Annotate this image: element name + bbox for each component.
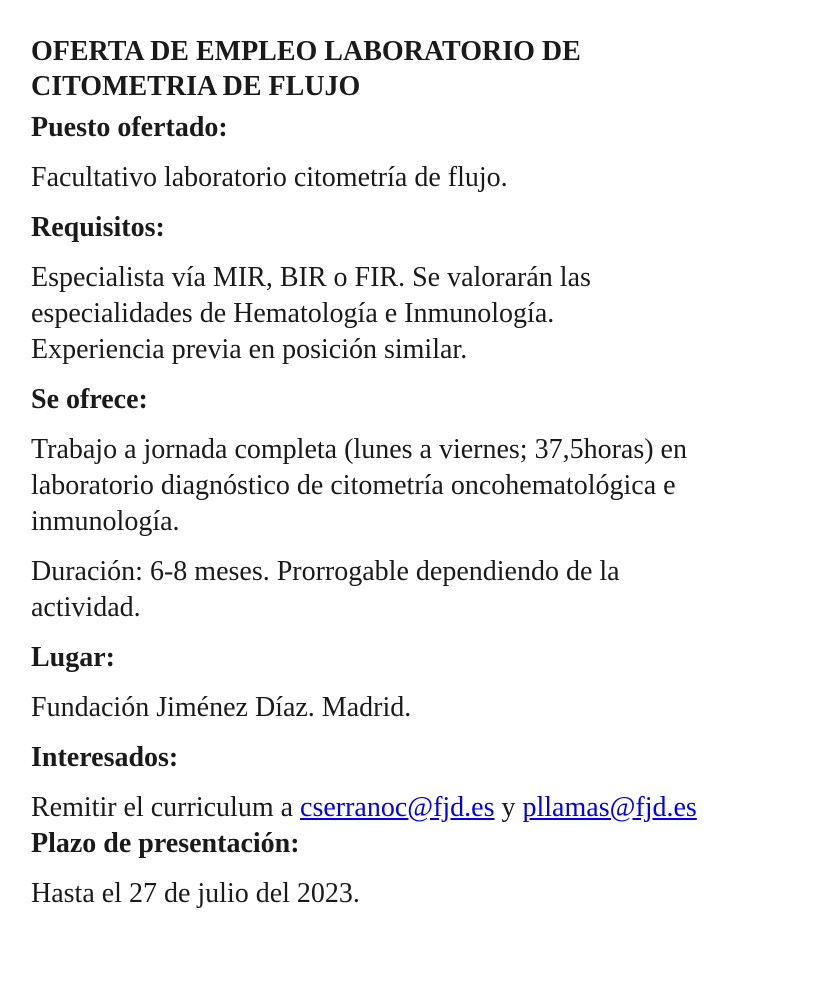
lugar-heading: Lugar: (31, 642, 115, 673)
email-link-pllamas[interactable]: pllamas@fjd.es (522, 792, 697, 823)
interesados-text (31, 790, 821, 826)
contact-prefix: Remitir el curriculum a (31, 792, 301, 823)
ofrece-duracion-text (31, 554, 821, 626)
duracion-line: Duración: 6-8 meses. Prorrogable dependiendo de la (31, 556, 620, 587)
requisitos-line: especialidades de Hematología e Inmunología. (31, 298, 555, 329)
requisitos-text (31, 260, 821, 368)
trabajo-line: Trabajo a jornada completa (lunes a viernes; 37,5horas) en (31, 434, 687, 465)
ofrece-heading: Se ofrece: (31, 384, 148, 415)
email-link-cserranoc[interactable]: cserranoc@fjd.es (300, 792, 495, 823)
plazo-heading: Plazo de presentación: (31, 828, 300, 859)
trabajo-line: laboratorio diagnóstico de citometría oncohematológica e (31, 470, 676, 501)
requisitos-heading: Requisitos: (31, 212, 165, 243)
title-line-2: CITOMETRIA DE FLUJO (31, 71, 361, 102)
requisitos-line: Experiencia previa en posición similar. (31, 334, 468, 365)
ofrece-trabajo-text (31, 432, 821, 540)
duracion-line: actividad. (31, 592, 141, 623)
trabajo-line: inmunología. (31, 506, 180, 537)
requisitos-line: Especialista vía MIR, BIR o FIR. Se valorarán las (31, 262, 591, 293)
document-title (31, 34, 821, 104)
job-offer-document (31, 34, 821, 926)
puesto-text: Facultativo laboratorio citometría de flujo. (31, 162, 508, 193)
interesados-heading: Interesados: (31, 742, 179, 773)
title-line-1: OFERTA DE EMPLEO LABORATORIO DE (31, 36, 581, 67)
puesto-heading: Puesto ofertado: (31, 112, 228, 143)
plazo-text: Hasta el 27 de julio del 2023. (31, 878, 360, 909)
lugar-text: Fundación Jiménez Díaz. Madrid. (31, 692, 412, 723)
contact-connector: y (494, 792, 523, 823)
